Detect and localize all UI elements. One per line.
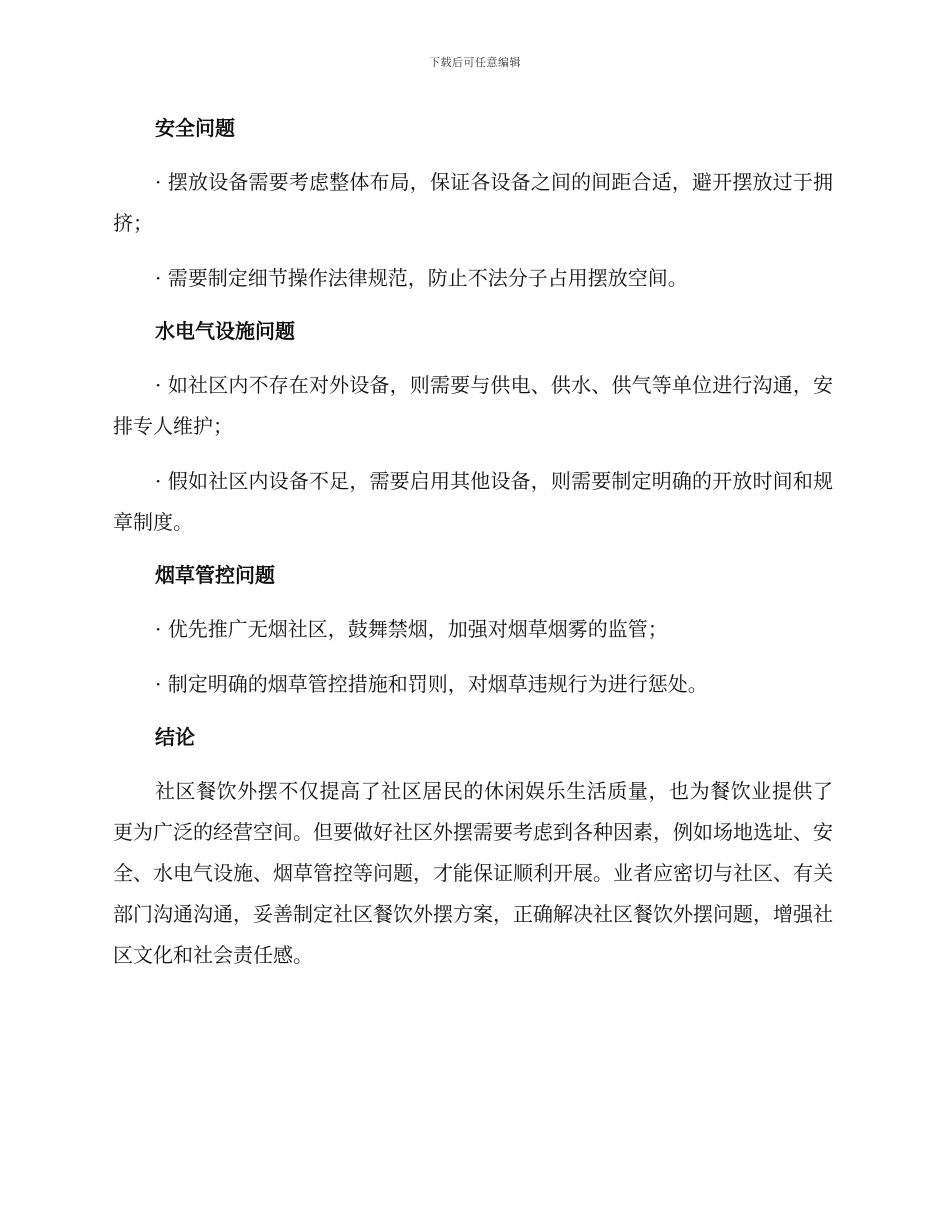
paragraph-utilities-1: · 如社区内不存在对外设备，则需要与供电、供水、供气等单位进行沟通，安排专人维护； bbox=[113, 373, 833, 438]
paragraph-safety-2: · 需要制定细节操作法律规范，防止不法分子占用摆放空间。 bbox=[155, 266, 688, 290]
paragraph-conclusion: 社区餐饮外摆不仅提高了社区居民的休闲娱乐生活质量，也为餐饮业提供了更为广泛的经营空间。但要做好社区外摆需要考虑到各种因素，例如场地选址、安全、水电气设施、烟草管控等问题，才能保证顺利开展。业者应密切与社区、有关部门沟通沟通，妥善制定社区餐饮外摆方案，正确解决社区餐饮外摆问题，增强社区文化和社会责任感。 bbox=[113, 779, 833, 967]
document-body bbox=[113, 110, 833, 976]
section-heading-conclusion: 结论 bbox=[155, 725, 195, 749]
section-heading-safety: 安全问题 bbox=[155, 116, 235, 140]
page-header: 下载后可任意编辑 bbox=[429, 56, 521, 69]
paragraph-utilities-2: · 假如社区内设备不足，需要启用其他设备，则需要制定明确的开放时间和规章制度。 bbox=[113, 469, 833, 534]
section-heading-tobacco: 烟草管控问题 bbox=[155, 563, 275, 587]
paragraph-safety-1: · 摆放设备需要考虑整体布局，保证各设备之间的间距合适，避开摆放过于拥挤； bbox=[113, 170, 833, 235]
paragraph-tobacco-1: · 优先推广无烟社区，鼓舞禁烟，加强对烟草烟雾的监管； bbox=[155, 617, 668, 641]
section-heading-utilities: 水电气设施问题 bbox=[155, 319, 295, 343]
paragraph-tobacco-2: · 制定明确的烟草管控措施和罚则，对烟草违规行为进行惩处。 bbox=[155, 672, 708, 696]
